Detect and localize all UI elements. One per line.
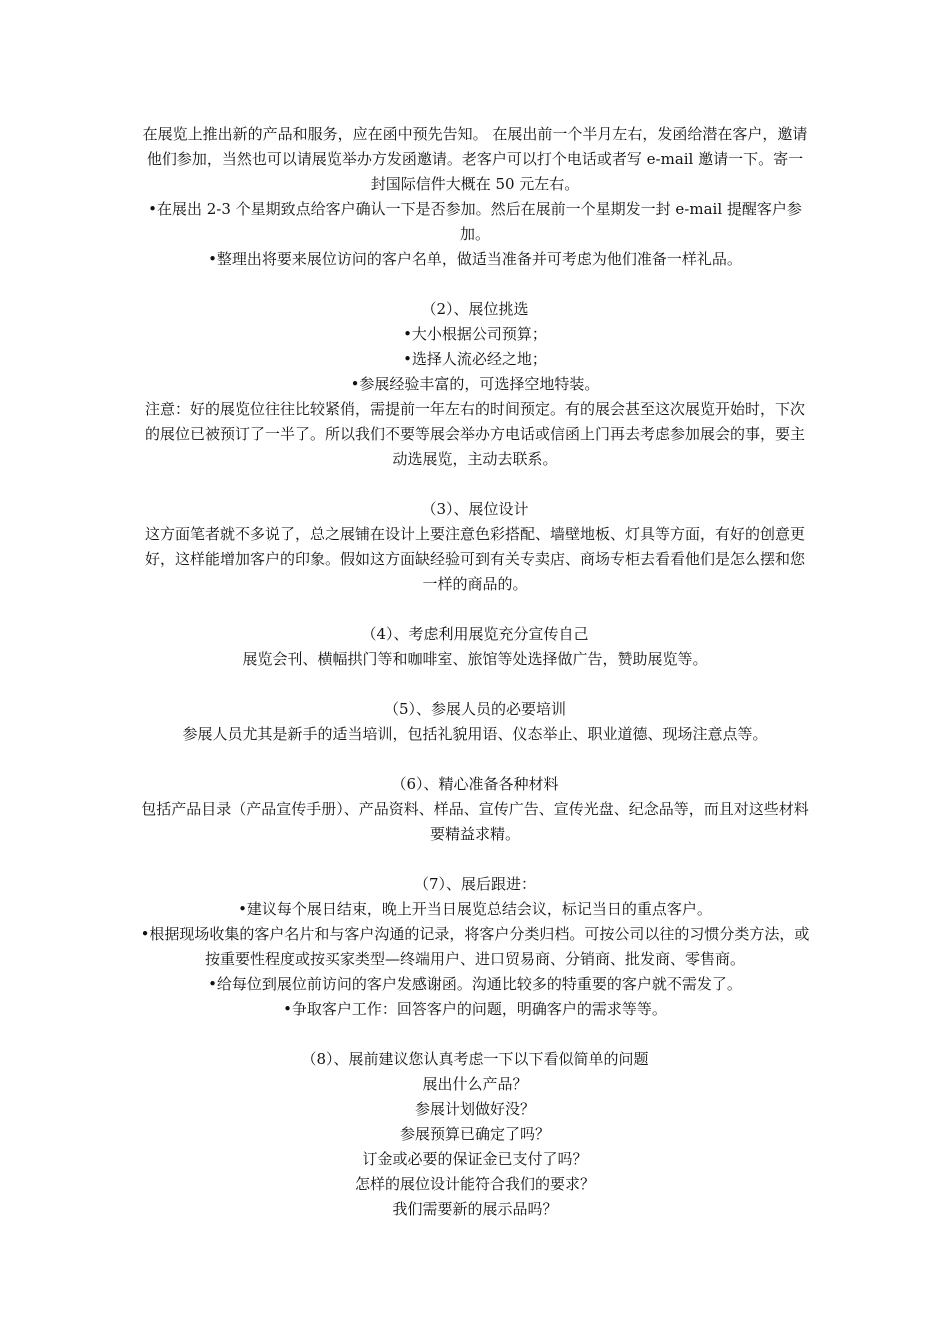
section-heading-booth-selection: （2）、展位挑选 — [421, 300, 529, 318]
section-heading-materials: （6）、精心准备各种材料 — [391, 775, 559, 793]
spacer — [140, 672, 810, 697]
booth-selection-note: 注意：好的展览位往往比较紧俏，需提前一年左右的时间预定。有的展会甚至这次展览开始时，下次的展位已被预订了一半了。所以我们不要等展会举办方电话或信函上门再去考虑参加展会的事，要主动选展览，主动去联系。 — [144, 400, 805, 468]
question-item: 参展计划做好没？ — [414, 1100, 535, 1118]
list-item: •给每位到展位前访问的客户发感谢函。沟通比较多的特重要的客户就不需发了。 — [208, 975, 742, 993]
spacer — [140, 847, 810, 872]
list-item: •建议每个展日结束，晚上开当日展览总结会议，标记当日的重点客户。 — [238, 900, 712, 918]
list-item: •选择人流必经之地； — [403, 350, 547, 368]
section-heading-training: （5）、参展人员的必要培训 — [383, 700, 567, 718]
training-text: 参展人员尤其是新手的适当培训，包括礼貌用语、仪态举止、职业道德、现场注意点等。 — [182, 725, 768, 743]
section-heading-pre-show-questions: （8）、展前建议您认真考虑一下以下看似简单的问题 — [301, 1050, 649, 1068]
question-item: 怎样的展位设计能符合我们的要求？ — [354, 1175, 595, 1193]
question-item: 展出什么产品？ — [422, 1075, 528, 1093]
spacer — [140, 597, 810, 622]
list-item: •根据现场收集的客户名片和与客户沟通的记录，将客户分类归档。可按公司以往的习惯分类方法，或按重要性程度或按买家类型—终端用户、进口贸易商、分销商、批发商、零售商。 — [140, 925, 810, 968]
section-heading-booth-design: （3）、展位设计 — [421, 500, 529, 518]
list-item: •参展经验丰富的，可选择空地特装。 — [350, 375, 600, 393]
booth-design-text: 这方面笔者就不多说了，总之展铺在设计上要注意色彩搭配、墙壁地板、灯具等方面，有好的创意更好，这样能增加客户的印象。假如这方面缺经验可到有关专卖店、商场专柜去看看他们是怎么摆和您一样的商品的。 — [144, 525, 805, 593]
question-item: 我们需要新的展示品吗？ — [392, 1200, 558, 1218]
spacer — [140, 472, 810, 497]
question-item: 订金或必要的保证金已支付了吗？ — [362, 1150, 588, 1168]
intro-paragraph-invitation: 在展览上推出新的产品和服务，应在函中预先告知。 在展出前一个半月左右，发函给潜在客户，邀请他们参加，当然也可以请展览举办方发函邀请。老客户可以打个电话或者写 e-mail 邀请一下。寄一封国际信件大概在 50 元左右。 — [142, 125, 808, 193]
question-item: 参展预算已确定了吗？ — [399, 1125, 550, 1143]
list-item: •争取客户工作：回答客户的问题，明确客户的需求等等。 — [283, 1000, 667, 1018]
spacer — [140, 1022, 810, 1047]
section-heading-promotion: （4）、考虑利用展览充分宣传自己 — [361, 625, 589, 643]
intro-bullet-client-list: •整理出将要来展位访问的客户名单，做适当准备并可考虑为他们准备一样礼品。 — [208, 250, 742, 268]
list-item: •大小根据公司预算； — [403, 325, 547, 343]
section-heading-follow-up: （7）、展后跟进： — [413, 875, 537, 893]
spacer — [140, 747, 810, 772]
intro-bullet-confirm: •在展出 2-3 个星期致点给客户确认一下是否参加。然后在展前一个星期发一封 e-mail 提醒客户参加。 — [148, 200, 802, 243]
materials-text: 包括产品目录（产品宣传手册）、产品资料、样品、宣传广告、宣传光盘、纪念品等，而且对这些材料要精益求精。 — [141, 800, 809, 843]
promotion-text: 展览会刊、横幅拱门等和咖啡室、旅馆等处选择做广告，赞助展览等。 — [242, 650, 708, 668]
spacer — [140, 272, 810, 297]
document-page — [140, 122, 810, 1222]
